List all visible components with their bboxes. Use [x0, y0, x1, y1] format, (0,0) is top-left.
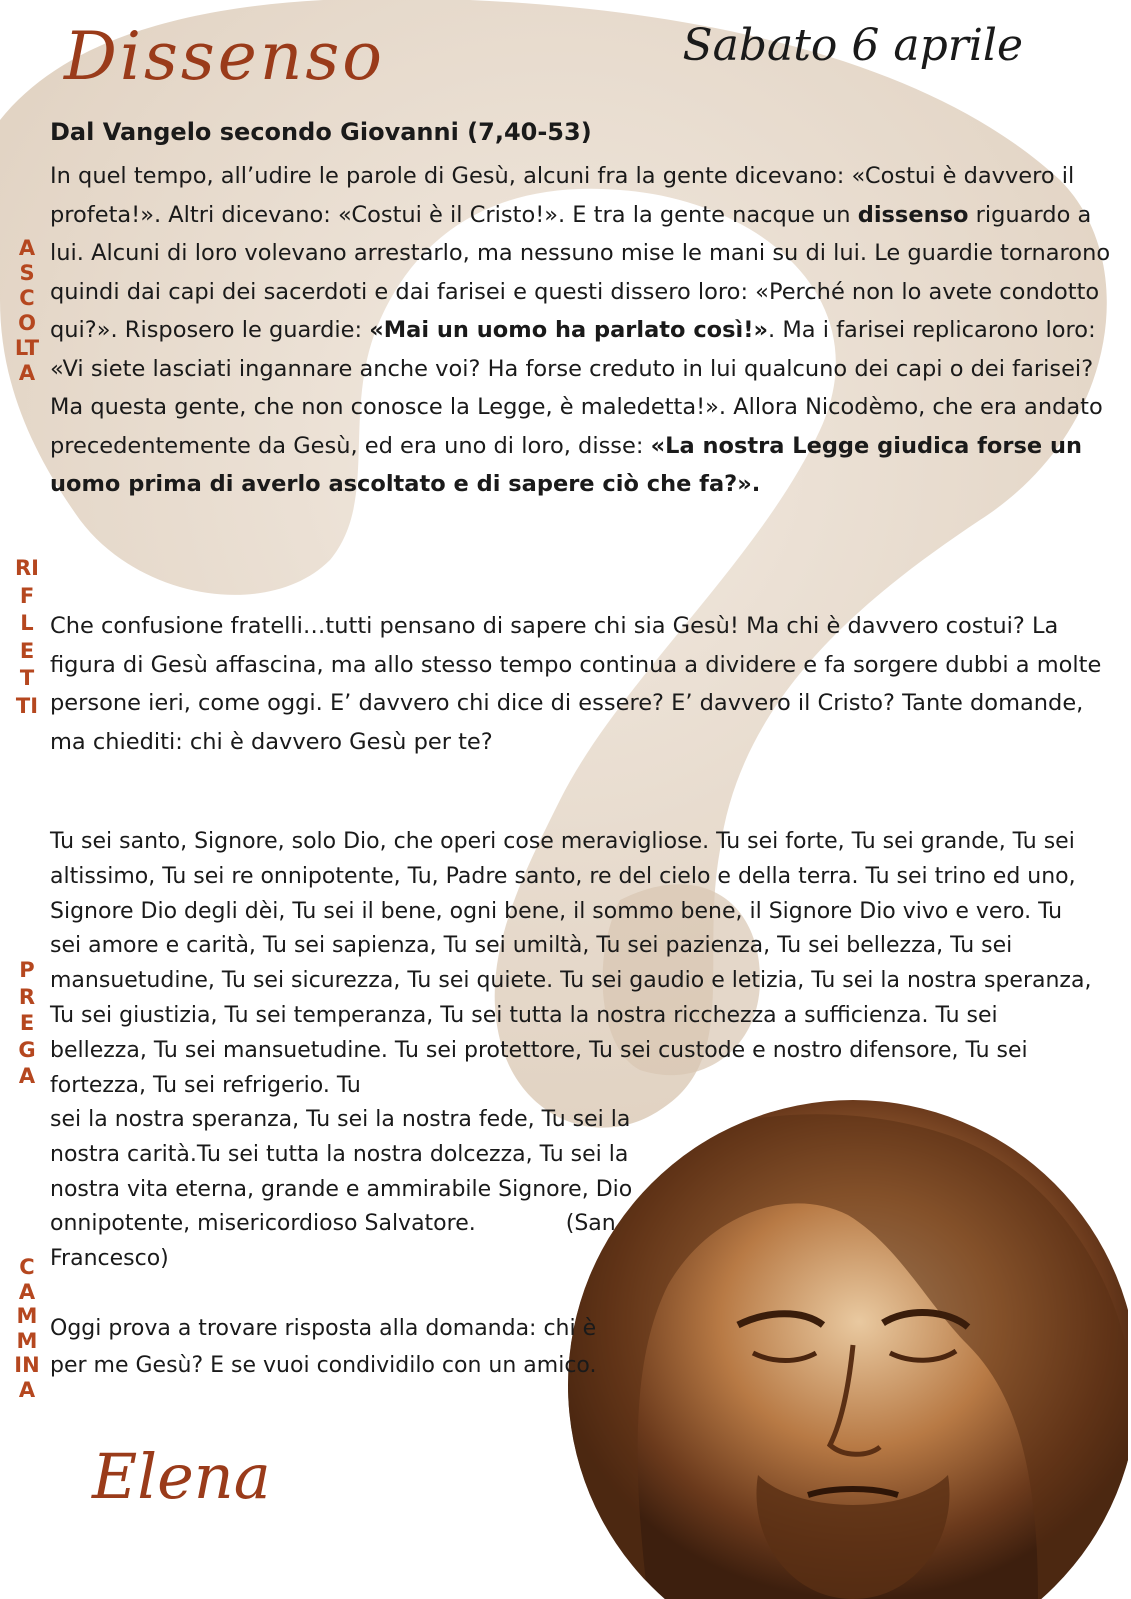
side-label-rifletti: RIFLETTI	[15, 556, 39, 718]
gospel-text-c: . Ma i farisei replicarono loro: «Vi siete lasciati ingannare anche voi? Ha forse creduto in lui qualcuno dei capi o dei farisei? Ma questa gente, che non conosce la Legge, è maledetta!». Allora Nicodèmo, che era andato precedentemente da Gesù, ed era uno di loro, disse:	[50, 317, 1103, 459]
prayer-text-narrow: sei la nostra speranza, Tu sei la nostra fede, Tu sei la nostra carità.Tu sei tutta la nostra dolcezza, Tu sei la nostra vita eterna, grande e ammirabile Signore, Dio onnipotente, misericordioso Salvatore.	[50, 1107, 633, 1237]
side-label-cammina: CAMMINA	[14, 1255, 40, 1402]
gospel-bold-a: dissenso	[857, 201, 969, 228]
date-label: Sabato 6 aprile	[682, 20, 1023, 71]
side-label-prega: PREGA	[18, 958, 36, 1088]
prayer-text: Tu sei santo, Signore, solo Dio, che operi cose meravigliose. Tu sei forte, Tu sei grande, Tu sei altissimo, Tu sei re onnipotente, Tu, Padre santo, re del cielo e della terra. Tu sei trino ed uno, Signore Dio degli dèi, Tu sei il bene, ogni bene, il sommo bene, il Signore Dio vivo e vero. Tu sei amore e carità, Tu sei sapienza, Tu sei umiltà, Tu sei pazienza, Tu sei bellezza, Tu sei mansuetudine, Tu sei sicurezza, Tu sei quiete. Tu sei gaudio e letizia, Tu sei la nostra speranza, Tu sei giustizia, Tu sei temperanza, Tu sei tutta la nostra ricchezza a sufficienza. Tu sei bellezza, Tu sei mansuetudine. Tu sei protettore, Tu sei custode e nostro difensore, Tu sei fortezza, Tu sei refrigerio. Tu	[50, 829, 1092, 1098]
action-text: Oggi prova a trovare risposta alla domanda: chi è per me Gesù? E se vuoi condividilo con un amico.	[50, 1316, 597, 1378]
gospel-text-b: riguardo a lui. Alcuni di loro volevano arrestarlo, ma nessuno mise le mani su di lui. Le guardie tornarono quindi dai capi dei sacerdoti e dai farisei e questi dissero loro: «Perché non lo avete condotto qui?». Risposero le guardie:	[50, 201, 1111, 343]
page-title: Dissenso	[64, 18, 385, 95]
signature: Elena	[92, 1440, 271, 1513]
reflection-text: Che confusione fratelli…tutti pensano di sapere chi sia Gesù! Ma chi è davvero costui? La figura di Gesù affascina, ma allo stesso tempo continua a dividere e fa sorgere dubbi a molte persone ieri, come oggi. E’ davvero chi dice di essere? E’ davvero il Cristo? Tante domande, ma chiediti: chi è davvero Gesù per te?	[50, 613, 1102, 755]
gospel-bold-c: «La nostra Legge giudica forse un uomo prima di averlo ascoltato e di sapere ciò che fa?».	[50, 432, 1083, 497]
gospel-heading: Dal Vangelo secondo Giovanni (7,40-53)	[50, 118, 592, 146]
side-label-ascolta: ASCOLTA	[14, 236, 40, 385]
prayer-text-continued	[50, 1103, 690, 1277]
gospel-text	[50, 157, 1120, 504]
gospel-text-a: In quel tempo, all’udire le parole di Gesù, alcuni fra la gente dicevano: «Costui è davvero il profeta!». Altri dicevano: «Costui è il Cristo!». E tra la gente nacque un	[50, 163, 1075, 228]
gospel-bold-b: «Mai un uomo ha parlato così!»	[369, 317, 769, 343]
prayer-attribution: (San Francesco)	[50, 1211, 616, 1272]
